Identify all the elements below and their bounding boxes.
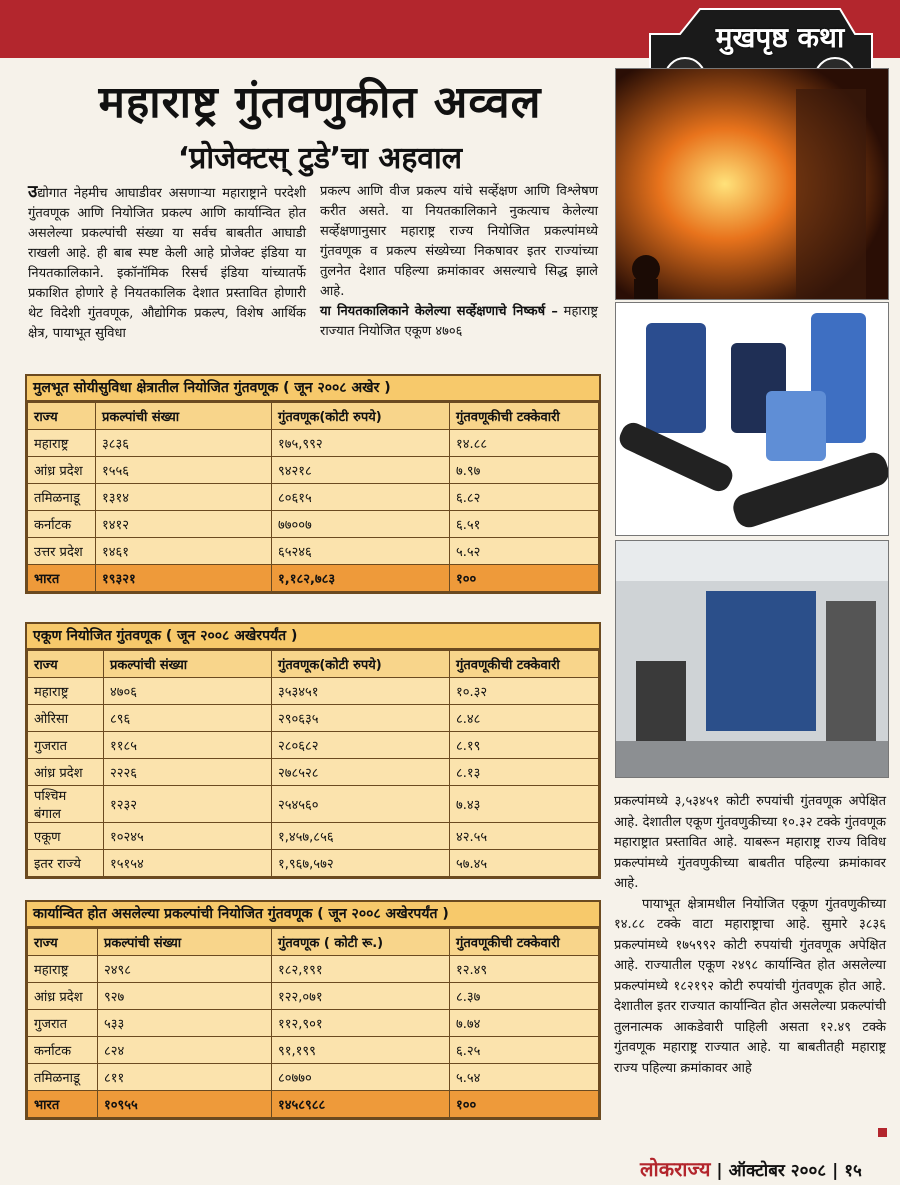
header-investment: गुंतवणूक ( कोटी रू.) [272, 929, 450, 956]
cell-projects: १३१४ [96, 484, 272, 511]
cell-investment: २७८५२८ [272, 759, 450, 786]
cell-projects: २४९८ [98, 956, 272, 983]
cell-percent: ७.७४ [450, 1010, 599, 1037]
cell-projects: ९२७ [98, 983, 272, 1010]
cell-percent: ८.१३ [450, 759, 599, 786]
cell-percent: ६.८२ [450, 484, 599, 511]
cell-state: इतर राज्ये [28, 850, 104, 877]
cell-projects: १४१२ [96, 511, 272, 538]
cell-percent: ८.३७ [450, 983, 599, 1010]
end-mark-icon [878, 1128, 887, 1137]
cell-state: ओरिसा [28, 705, 104, 732]
body-column-1 [28, 182, 306, 344]
table-row [28, 430, 599, 457]
cell-investment: १८२,१९१ [272, 956, 450, 983]
cell-projects: १२३२ [104, 786, 272, 823]
header-projects: प्रकल्पांची संख्या [96, 403, 272, 430]
table-total-row [28, 565, 599, 592]
photo-foundry [615, 68, 889, 300]
table-3-title: कार्यान्वित होत असलेल्या प्रकल्पांची नियोजित गुंतवणूक ( जून २००८ अखेरपर्यंत ) [27, 902, 599, 928]
header-state: राज्य [28, 651, 104, 678]
cell-projects: १०२४५ [104, 823, 272, 850]
headline: महाराष्ट्र गुंतवणुकीत अव्वल [98, 77, 542, 128]
right-paragraph-1: प्रकल्पांमध्ये ३,५३४५१ कोटी रुपयांची गुंतवणूक अपेक्षित आहे. देशातील एकूण गुंतवणुकीच्या १०.३२ टक्के गुंतवणूक महाराष्ट्रात प्रस्तावित आहे. याबरून महाराष्ट्र राज्य विविध प्रकल्पांमध्ये गुंतवणुकीच्या बाबतीत पहिल्या क्रमांकावर आहे. [614, 794, 886, 891]
cell-investment: ७७००७ [272, 511, 450, 538]
cell-projects: ८११ [98, 1064, 272, 1091]
cell-percent: १०.३२ [450, 678, 599, 705]
footer-divider: | [832, 1161, 839, 1181]
cell-percent: ८.४८ [450, 705, 599, 732]
table-row [28, 732, 599, 759]
cell-investment: ११२,९०१ [272, 1010, 450, 1037]
header-percent: गुंतवणूकीची टक्केवारी [450, 929, 599, 956]
table-infrastructure-investment [25, 374, 601, 594]
cell-investment: १,१८२,७८३ [272, 565, 450, 592]
header-percent: गुंतवणूकीची टक्केवारी [450, 403, 599, 430]
right-column-text [614, 792, 886, 1079]
cell-percent: ६.५१ [450, 511, 599, 538]
table-1 [27, 402, 599, 592]
header-percent: गुंतवणूकीची टक्केवारी [450, 651, 599, 678]
cell-state: तमिळनाडू [28, 484, 96, 511]
col1-text: द्योगात नेहमीच आघाडीवर असणाऱ्या महाराष्ट्राने परदेशी गुंतवणूक आणि नियोजित प्रकल्प आणि कार्यान्वित होत असलेल्या प्रकल्पांची संख्या या सर्वच बाबतीत आघाडी राखली आहे. ही बाब स्पष्ट केली आहे प्रोजेक्ट इंडिया या नियतकालिकाने. इकॉनॉमिक रिसर्च इंडिया यांच्यातर्फे प्रकाशित होणारे हे नियतकालिक देशात प्रस्तावित होणारी थेट विदेशी गुंतवणूक, औद्योगिक प्रकल्प, विशेष आर्थिक क्षेत्र, पायाभूत सुविधा [28, 186, 306, 341]
cell-investment: १,४५७,८५६ [272, 823, 450, 850]
table-header-row [28, 403, 599, 430]
table-ongoing-projects-investment [25, 900, 601, 1120]
cell-state: तमिळनाडू [28, 1064, 98, 1091]
page-footer [640, 1155, 890, 1182]
cell-state: कर्नाटक [28, 1037, 98, 1064]
cell-state: भारत [28, 565, 96, 592]
table-header-row [28, 929, 599, 956]
cell-percent: ५७.४५ [450, 850, 599, 877]
findings-lead: या नियतकालिकाने केलेल्या सर्व्हेक्षणाचे निष्कर्ष – [320, 304, 558, 319]
cell-investment: ९४२१८ [272, 457, 450, 484]
table-2 [27, 650, 599, 877]
table-1-title: मुलभूत सोयीसुविधा क्षेत्रातील नियोजित गुंतवणूक ( जून २००८ अखेर ) [27, 376, 599, 402]
cell-investment: २९०६३५ [272, 705, 450, 732]
cell-projects: १०९५५ [98, 1091, 272, 1118]
footer-divider: | [716, 1161, 723, 1181]
cell-investment: १२२,०७१ [272, 983, 450, 1010]
cell-percent: ७.४३ [450, 786, 599, 823]
cell-state: आंध्र प्रदेश [28, 983, 98, 1010]
cell-percent: १२.४९ [450, 956, 599, 983]
cell-state: महाराष्ट्र [28, 956, 98, 983]
cell-percent: ५.५४ [450, 1064, 599, 1091]
table-row [28, 538, 599, 565]
page-number: १५ [844, 1161, 862, 1181]
cell-projects: ५३३ [98, 1010, 272, 1037]
cell-state: गुजरात [28, 1010, 98, 1037]
table-total-planned-investment [25, 622, 601, 879]
table-row [28, 1037, 599, 1064]
cell-investment: १७५,९९२ [272, 430, 450, 457]
cell-percent: १०० [450, 565, 599, 592]
cell-state: गुजरात [28, 732, 104, 759]
table-row [28, 678, 599, 705]
cell-projects: ११८५ [104, 732, 272, 759]
table-row [28, 1010, 599, 1037]
table-row [28, 705, 599, 732]
cell-state: भारत [28, 1091, 98, 1118]
header-projects: प्रकल्पांची संख्या [98, 929, 272, 956]
table-row [28, 850, 599, 877]
header-projects: प्रकल्पांची संख्या [104, 651, 272, 678]
cell-projects: १५५६ [96, 457, 272, 484]
cell-state: उत्तर प्रदेश [28, 538, 96, 565]
cell-projects: ३८३६ [96, 430, 272, 457]
cell-investment: २८०६८२ [272, 732, 450, 759]
table-row [28, 511, 599, 538]
cell-investment: १४५८९८८ [272, 1091, 450, 1118]
table-row [28, 823, 599, 850]
cell-investment: ९१,१९९ [272, 1037, 450, 1064]
cell-projects: १५१५४ [104, 850, 272, 877]
table-header-row [28, 651, 599, 678]
cell-percent: ४२.५५ [450, 823, 599, 850]
body-column-2 [320, 182, 598, 342]
photo-factory [615, 540, 889, 778]
cell-percent: ५.५२ [450, 538, 599, 565]
table-row [28, 1064, 599, 1091]
cell-state: महाराष्ट्र [28, 430, 96, 457]
header-state: राज्य [28, 929, 98, 956]
header-investment: गुंतवणूक(कोटी रुपये) [272, 651, 450, 678]
photo-capacitors [615, 302, 889, 536]
header-state: राज्य [28, 403, 96, 430]
cell-state: महाराष्ट्र [28, 678, 104, 705]
cell-state: पश्चिम बंगाल [28, 786, 104, 823]
header-investment: गुंतवणूक(कोटी रुपये) [272, 403, 450, 430]
cell-state: आंध्र प्रदेश [28, 759, 104, 786]
cell-projects: ८२४ [98, 1037, 272, 1064]
table-row [28, 457, 599, 484]
table-2-title: एकूण नियोजित गुंतवणूक ( जून २००८ अखेरपर्यंत ) [27, 624, 599, 650]
cell-projects: ८९६ [104, 705, 272, 732]
cell-investment: ८०७७० [272, 1064, 450, 1091]
cell-percent: ६.२५ [450, 1037, 599, 1064]
right-paragraph-2: पायाभूत क्षेत्रामधील नियोजित एकूण गुंतवणुकीच्या १४.८८ टक्के वाटा महाराष्ट्राचा आहे. सुमारे ३८३६ प्रकल्पांमध्ये १७५९९२ कोटी रुपयांची गुंतवणूक अपेक्षित आहे. राज्यातील एकूण २४९८ कार्यान्वित होत असलेल्या प्रकल्पांमध्ये १८२१९२ कोटी रुपयांची गुंतवणूक होत आहे. देशातील इतर राज्यात कार्यान्वित होत असलेल्या प्रकल्पांची तुलनात्मक आकडेवारी पाहिली असता १२.४९ टक्के गुंतवणूक महाराष्ट्र राज्यात आहे. या बाबतीतही महाराष्ट्र राज्य पहिल्या क्रमांकावर आहे [614, 896, 886, 1076]
dropcap: उ [28, 182, 38, 202]
cell-percent: १०० [450, 1091, 599, 1118]
issue-date: ऑक्टोबर २००८ [728, 1161, 827, 1181]
table-row [28, 983, 599, 1010]
cell-projects: २२२६ [104, 759, 272, 786]
table-3 [27, 928, 599, 1118]
cell-projects: १४६१ [96, 538, 272, 565]
cell-investment: १,९६७,५७२ [272, 850, 450, 877]
table-row [28, 786, 599, 823]
cell-projects: १९३२१ [96, 565, 272, 592]
cell-investment: २५४५६० [272, 786, 450, 823]
subheadline: ‘प्रोजेक्टस् टुडे’चा अहवाल [177, 141, 463, 176]
cell-percent: ८.१९ [450, 732, 599, 759]
cell-investment: ३५३४५१ [272, 678, 450, 705]
cell-projects: ४७०६ [104, 678, 272, 705]
cell-investment: ६५२४६ [272, 538, 450, 565]
cell-percent: ७.९७ [450, 457, 599, 484]
table-row [28, 759, 599, 786]
cell-state: आंध्र प्रदेश [28, 457, 96, 484]
col2-text: प्रकल्प आणि वीज प्रकल्प यांचे सर्व्हेक्षण आणि विश्लेषण करीत असते. या नियतकालिकाने नुकत्याच केलेल्या सर्व्हेक्षणानुसार महाराष्ट्र राज्य नियोजित प्रकल्पांमध्ये गुंतवणूक व प्रकल्प संख्येच्या निकषावर इतर राज्यांच्या तुलनेत देशात पहिल्या क्रमांकावर असल्याचे सिद्ध झाले आहे. [320, 184, 598, 299]
table-row [28, 484, 599, 511]
table-total-row [28, 1091, 599, 1118]
table-row [28, 956, 599, 983]
col2-tail: महाराष्ट्र राज्यात नियोजित एकूण ४७०६ [320, 304, 598, 339]
cell-state: एकूण [28, 823, 104, 850]
badge-label: मुखपृष्ठ कथा [715, 21, 845, 54]
magazine-brand: लोकराज्य [640, 1157, 711, 1181]
cell-investment: ८०६१५ [272, 484, 450, 511]
cell-state: कर्नाटक [28, 511, 96, 538]
cell-percent: १४.८८ [450, 430, 599, 457]
